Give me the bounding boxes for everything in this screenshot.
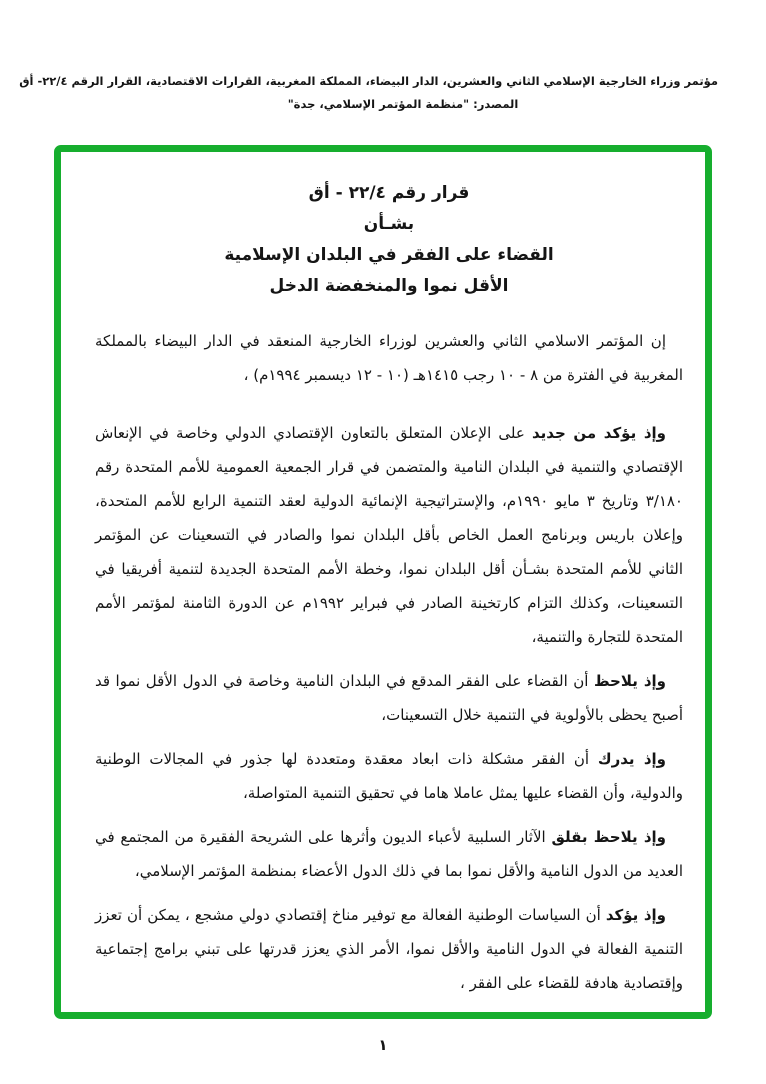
paragraph-text: أن السياسات الوطنية الفعالة مع توفير مناخ إقتصادي دولي مشجع ، يمكن أن تعزز التنمية الفعالة في الدول النامية والأقل نموا، الأمر الذي يعزز قدرتها على تبني برامج إجتماعية وإقتصادية هادفة للقضاء على الفقر ، [95, 906, 683, 992]
preamble-paragraph-3 [95, 664, 683, 732]
paragraph-text: أن القضاء على الفقر المدقع في البلدان النامية وخاصة في الدول الأقل نموا قد أصبح يحظى بالأولوية في التنمية خلال التسعينات، [95, 672, 683, 724]
page-number: ١ [378, 1036, 388, 1054]
paragraph-lead: وإذ يلاحظ [593, 672, 666, 690]
resolution-subject-word: بشـأن [363, 214, 415, 234]
paragraph-text: إن المؤتمر الاسلامي الثاني والعشرين لوزراء الخارجية المنعقد في الدار البيضاء بالمملكة المغربية في الفترة من ٨ - ١٠ رجب ١٤١٥هـ (١٠ - ١٢ ديسمبر ١٩٩٤م) ، [95, 332, 683, 384]
preamble-paragraph-4 [95, 742, 683, 810]
document-frame [54, 145, 712, 1019]
resolution-number-line: قرار رقم ٢٢/٤ - أق [308, 183, 470, 203]
paragraph-lead: وإذ يدرك [597, 750, 666, 768]
preamble-paragraph-6 [95, 898, 683, 1000]
resolution-title-block [95, 178, 683, 302]
header-source-line: المصدر: "منظمة المؤتمر الإسلامي، جدة" [287, 97, 519, 111]
paragraph-text: على الإعلان المتعلق بالتعاون الإقتصادي الدولي وخاصة في الإنعاش الإقتصادي والتنمية في البلدان النامية والمتضمن في قرار الجمعية العمومية للأمم المتحدة رقم ٣/١٨٠ وتاريخ ٣ مايو ١٩٩٠م، والإستراتيجية الإنمائية الدولية لعقد التنمية الرابع للأمم المتحدة، وإعلان باريس وبرنامج العمل الخاص بأقل البلدان نموا والصادر في التسعينات عن المؤتمر الثاني للأمم المتحدة بشـأن أقل البلدان نموا، وخطة الأمم المتحدة الجديدة لتنمية أفريقيا في التسعينات، وكذلك التزام كارتخينة الصادر في فبراير ١٩٩٢م عن الدورة الثامنة لمؤتمر الأمم المتحدة للتجارة والتنمية، [95, 424, 683, 646]
header-citation-line: مؤتمر وزراء الخارجية الإسلامي الثاني والعشرين، الدار البيضاء، المملكة المغربية، القرارات الاقتصادية، القرار الرقم ٢٢/٤- أق [19, 74, 718, 88]
document-header [19, 74, 718, 111]
paragraph-lead: وإذ يؤكد من جديد [532, 424, 666, 442]
paragraph-lead: وإذ يؤكد [605, 906, 666, 924]
paragraph-text: الآثار السلبية لأعباء الديون وأثرها على الشريحة الفقيرة من المجتمع في العديد من الدول النامية والأقل نموا بما في ذلك الدول الأعضاء بمنظمة المؤتمر الإسلامي، [95, 828, 683, 880]
preamble-paragraph-5 [95, 820, 683, 888]
preamble-paragraph-2 [95, 416, 683, 654]
paragraph-lead: وإذ يلاحظ بقلق [551, 828, 666, 846]
resolution-subject-line2: الأقل نموا والمنخفضة الدخل [269, 276, 509, 296]
paragraph-text: أن الفقر مشكلة ذات ابعاد معقدة ومتعددة لها جذور في المجالات الوطنية والدولية، وأن القضاء عليها يمثل عاملا هاما في تحقيق التنمية المتواصلة، [95, 750, 683, 802]
preamble-paragraph-1 [95, 324, 683, 392]
resolution-subject-line1: القضاء على الفقر في البلدان الإسلامية [224, 245, 554, 265]
